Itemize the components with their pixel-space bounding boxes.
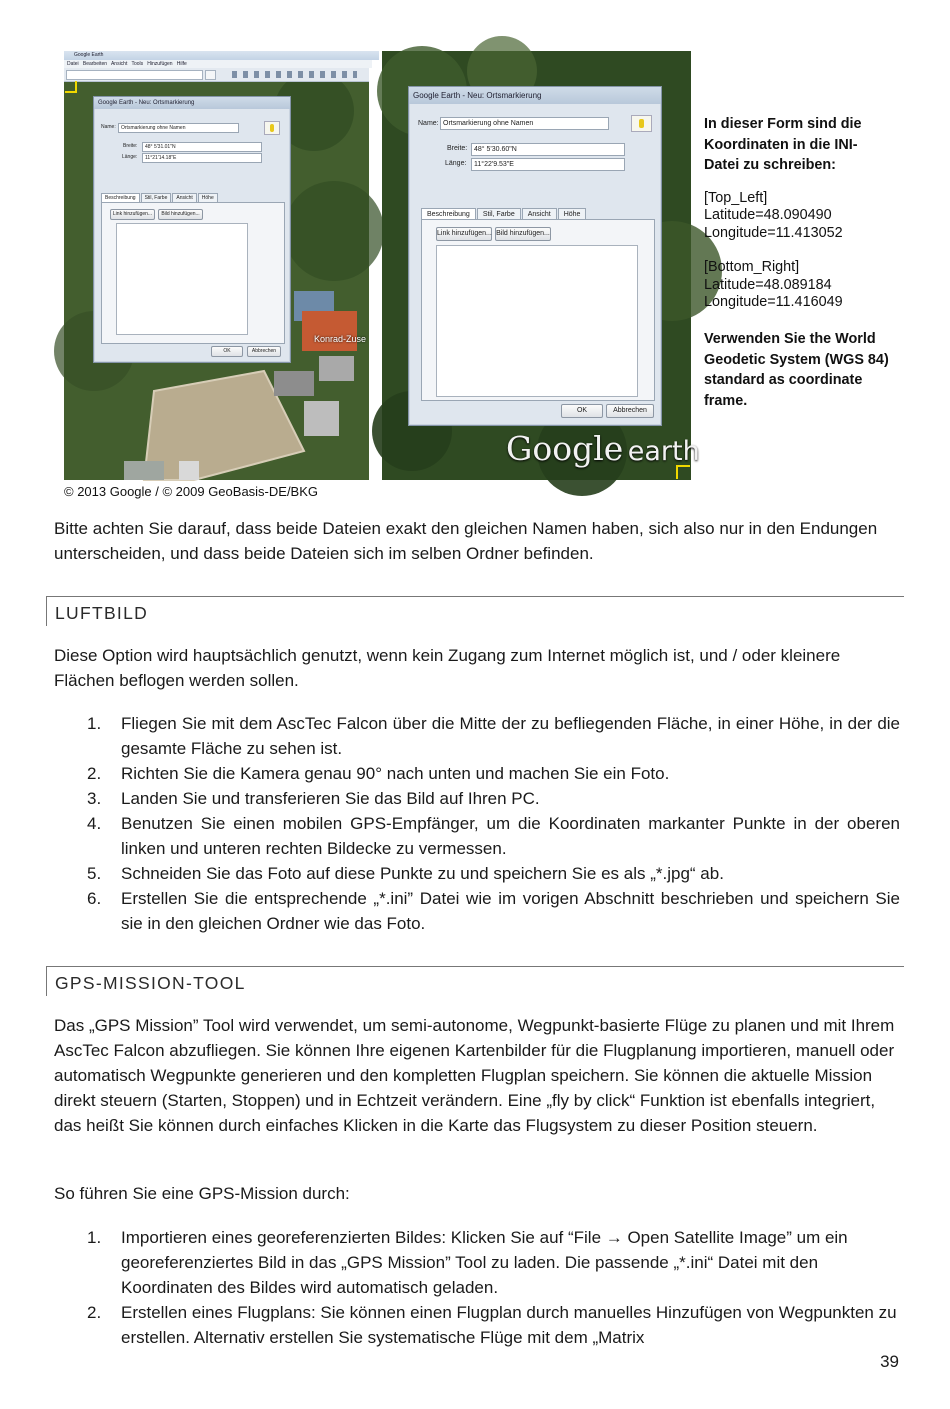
toolbar-icons[interactable] (232, 71, 357, 78)
tab-stil-farbe[interactable]: Stil, Farbe (141, 193, 172, 202)
section-heading-luftbild (46, 596, 904, 626)
pushpin-icon[interactable] (631, 115, 652, 132)
map-place-label: Konrad-Zuse (314, 334, 367, 344)
longitude-field[interactable]: 11°22'9.53"E (471, 158, 625, 171)
google-earth-screenshot-left (64, 51, 369, 480)
list-item: 1. Fliegen Sie mit dem AscTec Falcon über die Mitte der zu befliegenden Fläche, in einer Höhe, in der die gesamte Fläche zu sehen ist. (87, 714, 900, 758)
name-label: Name: (101, 124, 116, 130)
corner-marker-icon (65, 81, 77, 93)
name-field[interactable]: Ortsmarkierung ohne Namen (118, 123, 239, 133)
search-field[interactable] (66, 70, 203, 80)
list-item: 5. Schneiden Sie das Foto auf diese Punkte zu und speichern Sie es als „*.jpg“ ab. (87, 864, 724, 883)
menu-item-bearbeiten[interactable]: Bearbeiten (82, 61, 108, 67)
dialog-title: Google Earth - Neu: Ortsmarkierung (409, 87, 661, 104)
toolbar (64, 68, 369, 82)
placemark-dialog-right (408, 86, 662, 426)
latitude-field[interactable]: 48° 5'31.01"N (142, 142, 262, 152)
add-link-button[interactable]: Link hinzufügen... (436, 227, 492, 241)
luftbild-steps (54, 711, 900, 936)
section-title: GPS-MISSION-TOOL (55, 973, 246, 993)
description-pane (101, 202, 285, 344)
list-item: 2. Richten Sie die Kamera genau 90° nach unten und machen Sie ein Foto. (87, 764, 670, 783)
latitude-label: Breite: (123, 143, 138, 149)
menu-item-hinzufuegen[interactable]: Hinzufügen (147, 61, 173, 67)
list-item: 4. Benutzen Sie einen mobilen GPS-Empfänger, um die Koordinaten markanter Punkte in der oberen linken und unteren rechten Bildecke zu vermessen. (87, 814, 900, 858)
figure-copyright: © 2013 Google / © 2009 GeoBasis-DE/BKG (64, 484, 319, 499)
bottom-right-header: [Bottom_Right] (704, 259, 800, 276)
latitude-label: Breite: (447, 145, 468, 152)
tab-strip (101, 193, 219, 202)
google-earth-logo (506, 429, 700, 468)
logo-earth: earth (627, 436, 700, 467)
bottom-right-latitude: Latitude=48.089184 (704, 276, 832, 293)
list-item: 2. Erstellen eines Flugplans: Sie können einen Flugplan durch manuelles Hinzufügen von Wegpunkten zu erstellen. Alternativ erstellen Sie systematische Flüge mit dem „Matrix (87, 1303, 897, 1347)
logo-google: Google (506, 429, 624, 468)
app-titlebar (64, 51, 379, 60)
tab-hoehe[interactable]: Höhe (198, 193, 218, 202)
page-number: 39 (880, 1352, 899, 1371)
app-title: Google Earth (74, 52, 104, 58)
name-field[interactable]: Ortsmarkierung ohne Namen (440, 117, 609, 130)
top-left-latitude: Latitude=48.090490 (704, 207, 832, 224)
gps-mission-steps (54, 1225, 900, 1350)
longitude-label: Länge: (122, 154, 138, 160)
list-item: 3. Landen Sie und transferieren Sie das Bild auf Ihren PC. (87, 789, 540, 808)
dialog-title: Google Earth - Neu: Ortsmarkierung (94, 97, 290, 109)
add-image-button[interactable]: Bild hinzufügen... (495, 227, 551, 241)
menu-item-tools[interactable]: Tools (131, 61, 144, 67)
pushpin-icon[interactable] (264, 121, 280, 135)
cancel-button[interactable]: Abbrechen (247, 346, 281, 357)
gps-mission-lead: So führen Sie eine GPS-Mission durch: (54, 1184, 350, 1203)
add-image-button[interactable]: Bild hinzufügen... (158, 209, 203, 220)
list-item: 6. Erstellen Sie die entsprechende „*.ini” Datei wie im vorigen Abschnitt beschrieben und speichern Sie sie in den gleichen Ordner wie das Foto. (87, 889, 900, 933)
tab-stil-farbe[interactable]: Stil, Farbe (477, 208, 521, 220)
tab-hoehe[interactable]: Höhe (558, 208, 587, 220)
luftbild-paragraph: Diese Option wird hauptsächlich genutzt, wenn kein Zugang zum Internet möglich ist, und / oder kleinere Flächen beflogen werden sollen. (54, 646, 841, 690)
add-link-button[interactable]: Link hinzufügen... (110, 209, 155, 220)
corner-marker-icon (676, 465, 690, 479)
section-heading-gps-mission-tool (46, 966, 904, 996)
description-textarea[interactable] (436, 245, 638, 397)
placemark-dialog-left (93, 96, 291, 363)
menu-item-datei[interactable]: Datei (67, 61, 79, 67)
top-left-header: [Top_Left] (704, 189, 768, 206)
ok-button[interactable]: OK (211, 346, 243, 357)
cancel-button[interactable]: Abbrechen (606, 404, 654, 418)
tab-beschreibung[interactable]: Beschreibung (421, 208, 476, 220)
top-left-longitude: Longitude=11.413052 (704, 224, 843, 241)
bottom-right-longitude: Longitude=11.416049 (704, 294, 843, 311)
coordinate-sidebar (704, 114, 900, 411)
tab-ansicht[interactable]: Ansicht (172, 193, 196, 202)
search-icon[interactable] (205, 70, 216, 80)
menu-item-ansicht[interactable]: Ansicht (110, 61, 128, 67)
description-pane (421, 219, 655, 401)
sidebar-intro: In dieser Form sind die Koordinaten in die INI-Datei zu schreiben: (704, 116, 862, 173)
latitude-field[interactable]: 48° 5'30.60"N (471, 143, 625, 156)
tab-ansicht[interactable]: Ansicht (522, 208, 557, 220)
gps-mission-paragraph: Das „GPS Mission” Tool wird verwendet, um semi-autonome, Wegpunkt-basierte Flüge zu planen und mit Ihrem AscTec Falcon abzufliegen. Sie können Ihre eigenen Kartenbilder für die Flugplanung importieren, manuell oder automatisch Wegpunkte generieren und den kompletten Flugplan speichern. Sie können die aktuelle Mission direkt steuern (Starten, Stoppen) und in Echtzeit verändern. Eine „fly by click“ Funktion ist ebenfalls integriert, das heißt Sie können durch einfaches Klicken in die Karte das Flugsystem zu dieser Position steuern. (54, 1016, 895, 1135)
menubar (64, 60, 372, 68)
menu-item-hilfe[interactable]: Hilfe (176, 61, 187, 67)
name-label: Name: (418, 120, 439, 127)
intro-paragraph: Bitte achten Sie darauf, dass beide Dateien exakt den gleichen Namen haben, sich also nur in den Endungen unterscheiden, und dass beide Dateien sich im selben Ordner befinden. (54, 519, 878, 563)
longitude-label: Länge: (445, 160, 467, 167)
list-item: 1. Importieren eines georeferenzierten Bildes: Klicken Sie auf “File → Open Satellite Image” um ein georeferenziertes Bild in das „GPS Mission” Tool zu laden. Die passende „*.ini“ Datei mit den Koordinaten des Bildes wird automatisch geladen. (87, 1228, 848, 1297)
longitude-field[interactable]: 11°21'14.18"E (142, 153, 262, 163)
google-earth-screenshot-right (382, 51, 700, 480)
ok-button[interactable]: OK (561, 404, 603, 418)
sidebar-note: Verwenden Sie the World Geodetic System (WGS 84) standard as coordinate frame. (704, 331, 889, 409)
section-title: LUFTBILD (55, 603, 149, 623)
tab-beschreibung[interactable]: Beschreibung (101, 193, 140, 202)
description-textarea[interactable] (116, 223, 248, 335)
